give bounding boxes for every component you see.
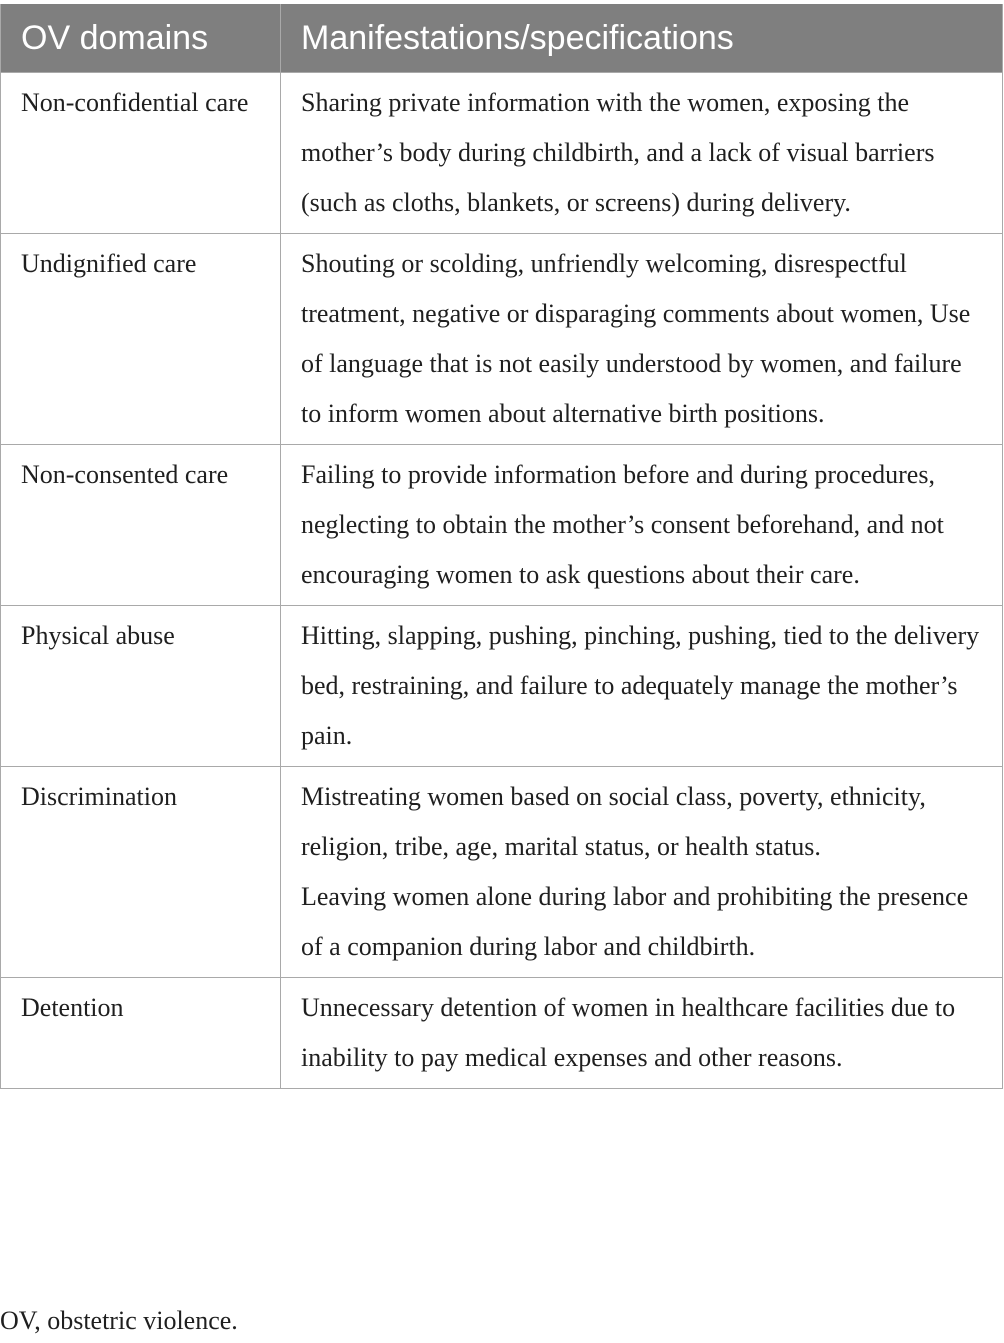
spec-text: Shouting or scolding, unfriendly welcoming, disrespectful treatment, negative or disparaging comments about women, Use of language that is not easily understood by women, and failure to inform women about alternative birth positions. [301,249,971,428]
spec-cell [281,767,1003,978]
table-row [1,978,1003,1089]
table-row [1,73,1003,234]
spec-text: Unnecessary detention of women in healthcare facilities due to inability to pay medical expenses and other reasons. [301,993,956,1072]
spec-cell [281,445,1003,606]
header-ov-domains: OV domains [1,4,281,73]
table-body [1,73,1003,1089]
domain-cell: Undignified care [1,234,281,445]
spec-cell [281,978,1003,1089]
ov-domains-table [0,4,1003,1089]
table-header [1,4,1003,73]
domain-cell: Discrimination [1,767,281,978]
table-row [1,445,1003,606]
header-manifestations: Manifestations/specifications [281,4,1003,73]
spec-cell [281,606,1003,767]
spec-text: Mistreating women based on social class, poverty, ethnicity, religion, tribe, age, marital status, or health status. [301,782,926,861]
table-row [1,234,1003,445]
header-row [1,4,1003,73]
spec-text: Sharing private information with the women, exposing the mother’s body during childbirth, and a lack of visual barriers (such as cloths, blankets, or screens) during delivery. [301,88,935,217]
spec-text: Failing to provide information before and during procedures, neglecting to obtain the mother’s consent beforehand, and not encouraging women to ask questions about their care. [301,460,944,589]
spec-cell [281,234,1003,445]
domain-cell: Detention [1,978,281,1089]
table-row [1,767,1003,978]
table-row [1,606,1003,767]
domain-cell: Physical abuse [1,606,281,767]
spec-cell [281,73,1003,234]
spec-text: Hitting, slapping, pushing, pinching, pushing, tied to the delivery bed, restraining, and failure to adequately manage the mother’s pain. [301,621,980,750]
domain-cell: Non-consented care [1,445,281,606]
spec-text: Leaving women alone during labor and prohibiting the presence of a companion during labor and childbirth. [301,882,969,961]
table-footnote: OV, obstetric violence. [0,1306,238,1335]
ov-domains-table-container [0,4,1002,1089]
domain-cell: Non-confidential care [1,73,281,234]
